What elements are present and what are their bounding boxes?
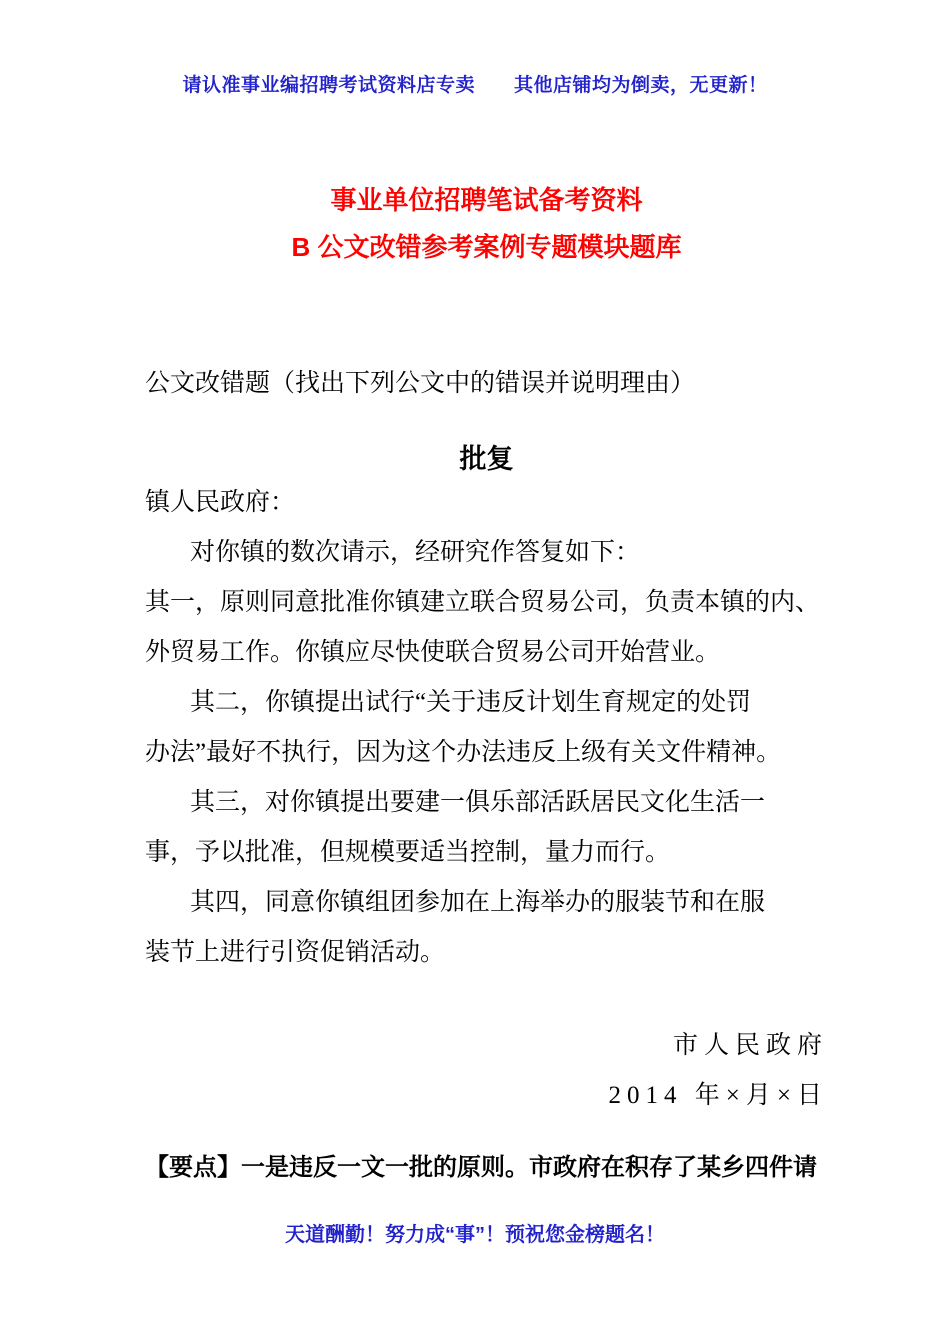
header-notice: 请认准事业编招聘考试资料店专卖 其他店铺均为倒卖，无更新！ bbox=[182, 75, 768, 96]
document-line: 其二，你镇提出试行“关于违反计划生育规定的处罚 bbox=[190, 689, 752, 716]
signature-block bbox=[145, 1021, 828, 1121]
signature-date: 2014 年×月×日 bbox=[608, 1082, 828, 1109]
document-line: 事，予以批准，但规模要适当控制，量力而行。 bbox=[145, 839, 671, 866]
footer-notice: 天道酬勤！努力成“事”！预祝您金榜题名！ bbox=[285, 1224, 665, 1246]
document-line: 镇人民政府： bbox=[145, 489, 296, 516]
document-title: 批复 bbox=[459, 444, 514, 474]
document-line: 其三，对你镇提出要建一俱乐部活跃居民文化生活一 bbox=[190, 789, 766, 816]
document-line: 装节上进行引资促销活动。 bbox=[145, 939, 446, 966]
subtitle: B 公文改错参考案例专题模块题库 bbox=[291, 232, 682, 262]
section-heading: 公文改错题（找出下列公文中的错误并说明理由） bbox=[145, 370, 696, 397]
document-line: 其一，原则同意批准你镇建立联合贸易公司，负责本镇的内、 bbox=[145, 589, 821, 616]
document-line: 其四，同意你镇组团参加在上海举办的服装节和在服 bbox=[190, 889, 766, 916]
document-line: 外贸易工作。你镇应尽快使联合贸易公司开始营业。 bbox=[145, 639, 721, 666]
document-line: 办法”最好不执行，因为这个办法违反上级有关文件精神。 bbox=[145, 739, 782, 766]
document-body bbox=[145, 478, 829, 978]
signature-issuer: 市人民政府 bbox=[672, 1032, 828, 1059]
document-line: 对你镇的数次请示，经研究作答复如下： bbox=[190, 539, 641, 566]
main-title: 事业单位招聘笔试备考资料 bbox=[330, 185, 643, 215]
keypoint-text: 【要点】一是违反一文一批的原则。市政府在积存了某乡四件请 bbox=[145, 1154, 817, 1181]
